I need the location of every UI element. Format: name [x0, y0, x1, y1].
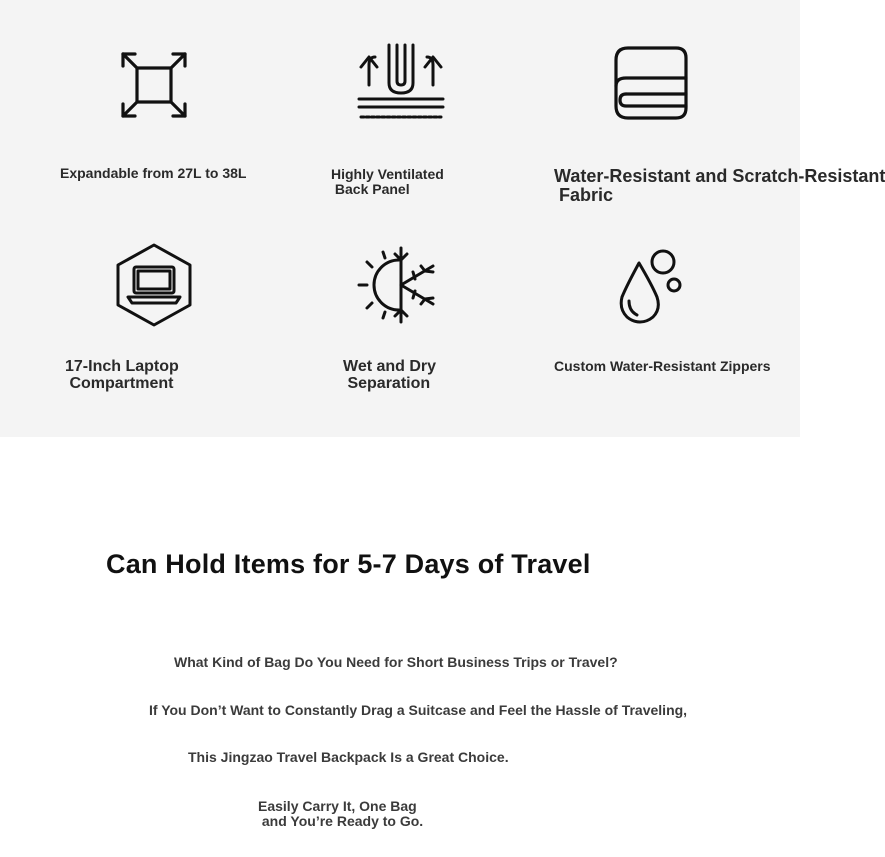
ventilation-arrows-icon	[357, 43, 445, 121]
body-text-line-1: What Kind of Bag Do You Need for Short Business Trips or Travel?	[174, 654, 618, 670]
laptop-hexagon-icon	[116, 243, 192, 327]
section-headline: Can Hold Items for 5-7 Days of Travel	[106, 549, 591, 579]
sun-snowflake-icon	[357, 246, 437, 324]
feature-label-fabric: Water-Resistant and Scratch-Resistant Fabric	[554, 166, 885, 206]
feature-label-laptop: 17-Inch Laptop Compartment	[65, 358, 179, 393]
body-text-line-4: Easily Carry It, One Bag and You’re Ready to Go.	[258, 798, 424, 829]
water-drops-icon	[619, 249, 683, 323]
expand-arrows-icon	[121, 52, 187, 118]
body-text-line-2: If You Don’t Want to Constantly Drag a Suitcase and Feel the Hassle of Traveling,	[149, 702, 688, 718]
feature-label-wet-dry: Wet and Dry Separation	[343, 358, 437, 393]
feature-label-ventilated: Highly Ventilated Back Panel	[331, 166, 444, 198]
feature-label-expandable: Expandable from 27L to 38L	[60, 165, 247, 181]
fabric-roll-icon	[614, 46, 688, 120]
feature-label-zippers: Custom Water-Resistant Zippers	[554, 358, 771, 374]
body-text-line-3: This Jingzao Travel Backpack Is a Great Choice.	[188, 749, 509, 765]
